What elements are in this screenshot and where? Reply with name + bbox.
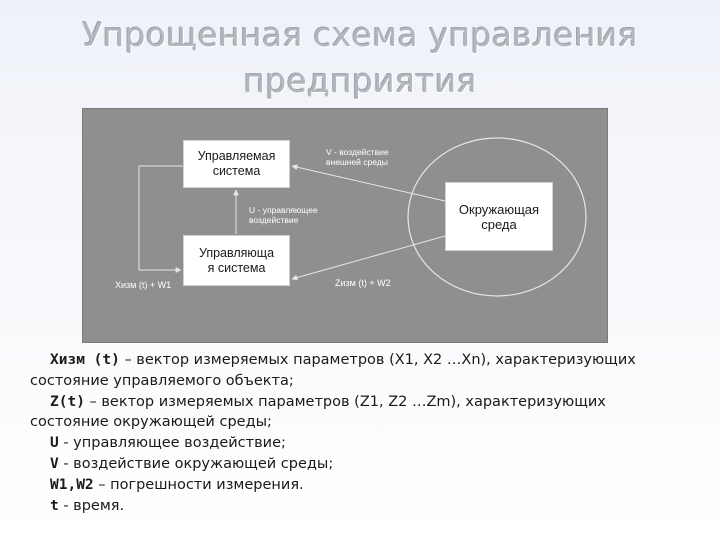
- legend-term: U: [50, 435, 59, 452]
- title-line-2: предприятия: [243, 61, 477, 100]
- legend-term: t: [50, 497, 59, 514]
- legend-text: - воздействие окружающей среды;: [58, 455, 334, 472]
- legend-item-x: [30, 350, 700, 371]
- arrow-env-to-managed: [292, 166, 445, 201]
- legend-term: W1,W2: [50, 476, 94, 493]
- legend-text: - управляющее воздействие;: [58, 435, 286, 452]
- legend-text: – вектор измеряемых параметров (Z1, Z2 …Zm), характеризующих: [84, 393, 606, 410]
- managed-system-label: Управляемая система: [197, 149, 276, 178]
- environment-label: Окружающая среда: [458, 201, 540, 232]
- legend-item-t: [30, 496, 700, 517]
- u-control-label: U - управляющее воздействие: [249, 205, 318, 225]
- control-scheme-diagram: [82, 108, 608, 343]
- feedback-loop: [139, 166, 183, 270]
- v-influence-label: V - воздействие внешней среды: [326, 147, 389, 167]
- legend-item-u: [30, 433, 700, 454]
- legend: [30, 350, 700, 516]
- control-system-box: [183, 235, 290, 286]
- environment-box: [445, 182, 553, 251]
- legend-text: – вектор измеряемых параметров (Х1, Х2 …Хn), характеризующих: [119, 352, 636, 368]
- legend-item-z: [30, 392, 700, 413]
- legend-term: V: [50, 455, 59, 472]
- legend-item-x-cont: состояние управляемого объекта;: [30, 372, 294, 389]
- legend-text: - время.: [58, 497, 125, 514]
- z-measured-label: Zизм (t) + W2: [335, 278, 391, 288]
- x-measured-label: Хизм (t) + W1: [115, 280, 172, 290]
- legend-item-v: [30, 454, 700, 475]
- legend-item-z-cont: состояние окружающей среды;: [30, 414, 272, 431]
- legend-term: Z(t): [50, 393, 85, 410]
- arrow-env-to-control: [292, 236, 445, 279]
- legend-term: Хизм (t): [50, 352, 120, 368]
- managed-system-box: [183, 140, 290, 188]
- legend-item-w: [30, 475, 700, 496]
- legend-text: – погрешности измерения.: [93, 476, 304, 493]
- title-line-1: Упрощенная схема управления: [82, 15, 638, 54]
- control-system-label: Управляюща я система: [198, 245, 275, 275]
